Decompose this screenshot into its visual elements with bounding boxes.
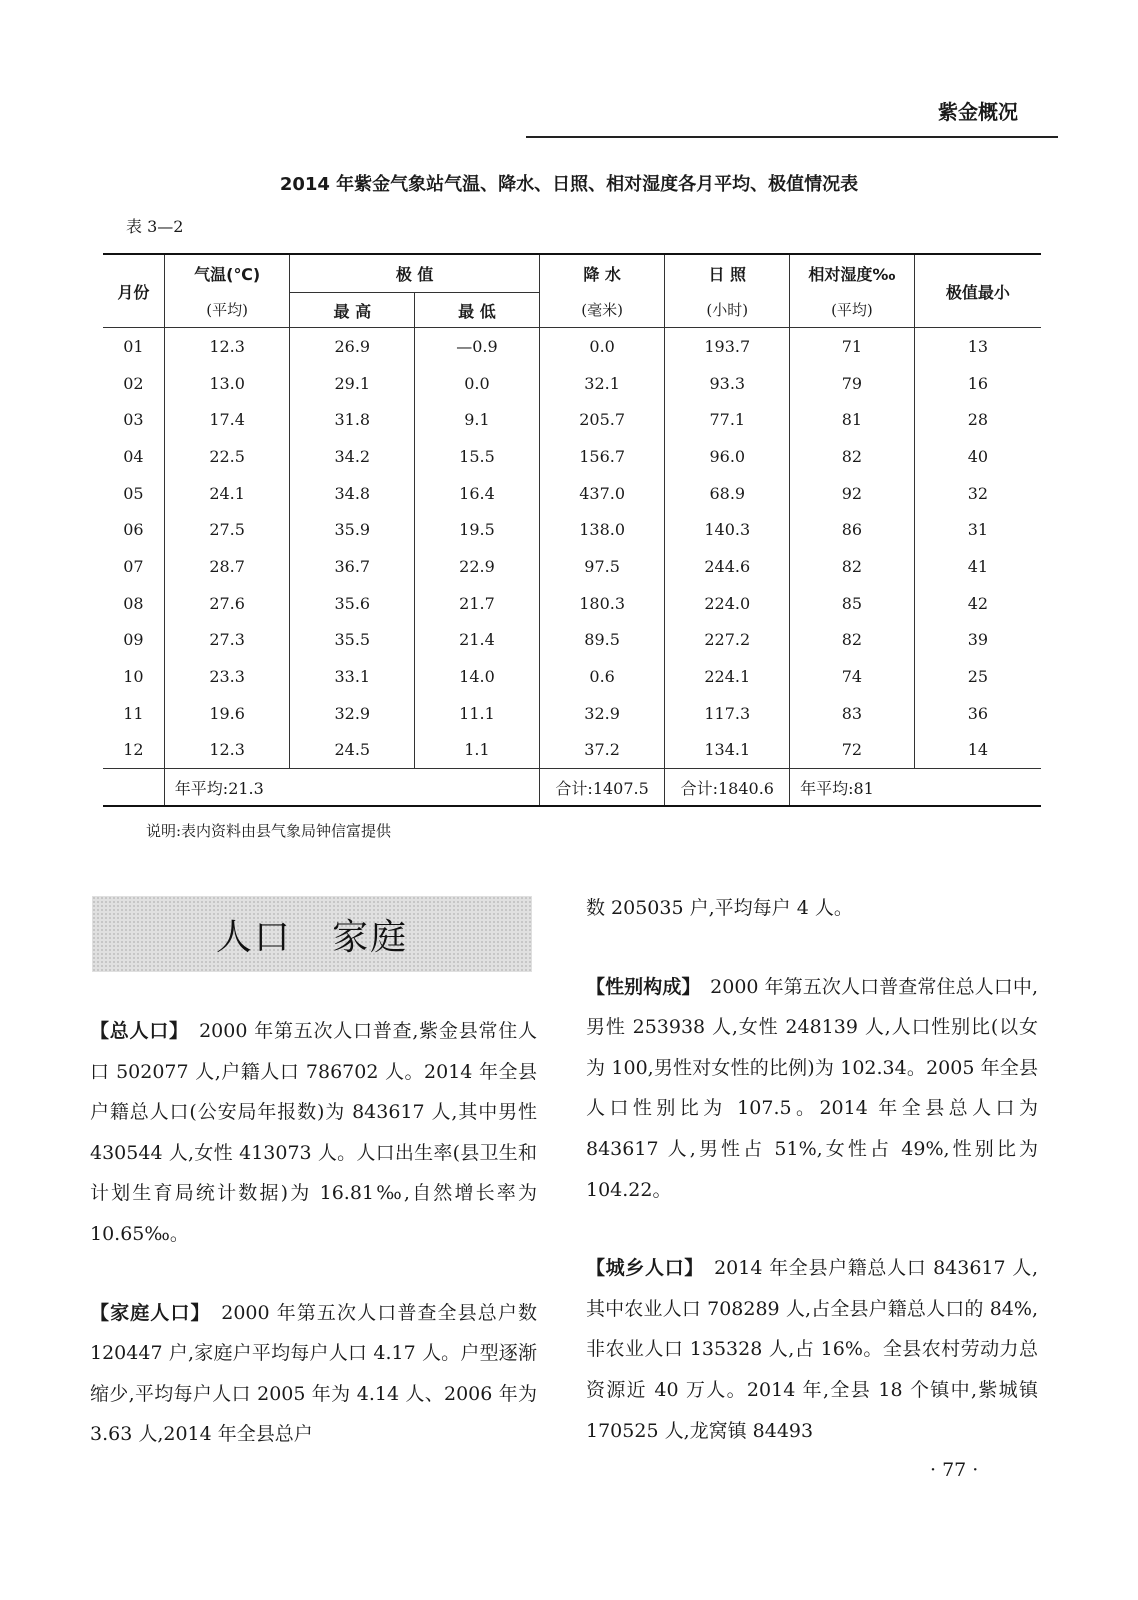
paragraph-family-continued: 数 205035 户,平均每户 4 人。 (586, 897, 853, 919)
cell-temp-high: 24.5 (290, 732, 415, 769)
text-total-population: 2000 年第五次人口普查,紫金县常住人口 502077 人,户籍人口 786702 人。2014 年全县户籍总人口(公安局年报数)为 843617 人,其中男性 430544 人,女性 413073 人。人口出生率(县卫生和计划生育局统计数据)为 16.81‰,自然增长率为 10.65‰。 (90, 1020, 537, 1245)
text-urban-rural: 2014 年全县户籍总人口 843617 人,其中农业人口 708289 人,占全县户籍总人口的 84%,非农业人口 135328 人,占 16%。全县农村劳动力总资源近 40 万人。2014 年,全县 18 个镇中,紫城镇 170525 人,龙窝镇 84493 (586, 1257, 1038, 1442)
cell-precip: 32.1 (539, 365, 665, 402)
cell-sunshine: 193.7 (665, 328, 790, 365)
table-row (103, 622, 1041, 659)
cell-sunshine: 244.6 (665, 548, 790, 585)
header-humidity: 相对湿度‰ (790, 254, 915, 293)
cell-temp-low: —0.9 (415, 328, 540, 365)
label-family-population: 【家庭人口】 (90, 1301, 202, 1324)
text-family-population: 2000 年第五次人口普查全县总户数 120447 户,家庭户平均每户人口 4.17 人。户型逐渐缩少,平均每户人口 2005 年为 4.14 人、2006 年为 3.63 人,2014 年全县总户 (90, 1301, 537, 1446)
cell-month: 02 (123, 373, 144, 393)
table-number: 表 3—2 (126, 217, 184, 236)
cell-precip: 37.2 (539, 732, 665, 769)
header-sun: 日 照 (665, 254, 790, 293)
cell-month: 04 (123, 446, 144, 466)
cell-humidity-avg: 82 (790, 548, 915, 585)
cell-month: 03 (123, 410, 144, 430)
cell-sunshine: 117.3 (665, 695, 790, 732)
cell-temp-high: 35.6 (290, 585, 415, 622)
cell-humidity-avg: 85 (790, 585, 915, 622)
cell-temp-low: 14.0 (415, 658, 540, 695)
page-number: · 77 · (930, 1459, 979, 1481)
header-rule (526, 136, 1058, 138)
cell-humidity-avg: 92 (790, 475, 915, 512)
cell-temp-low: 0.0 (415, 365, 540, 402)
cell-humidity-avg: 86 (790, 511, 915, 548)
cell-temp-low: 1.1 (415, 732, 540, 769)
label-urban-rural: 【城乡人口】 (586, 1257, 695, 1280)
cell-humidity-min: 16 (914, 365, 1041, 402)
paragraph-family-population (90, 1293, 537, 1455)
cell-precip: 180.3 (539, 585, 665, 622)
cell-temp-avg: 12.3 (164, 732, 290, 769)
cell-temp-avg: 27.5 (164, 511, 290, 548)
header-sun-sub: (小时) (665, 293, 790, 328)
cell-month: 06 (123, 520, 144, 540)
cell-temp-avg: 23.3 (164, 658, 290, 695)
table-row (103, 658, 1041, 695)
paragraph-urban-rural (586, 1248, 1038, 1451)
table-row (103, 475, 1041, 512)
cell-temp-low: 15.5 (415, 438, 540, 475)
cell-temp-avg: 24.1 (164, 475, 290, 512)
table-row (103, 328, 1041, 365)
cell-month: 05 (123, 483, 144, 503)
cell-humidity-min: 36 (914, 695, 1041, 732)
header-precip-sub: (毫米) (539, 293, 665, 328)
cell-precip: 138.0 (539, 511, 665, 548)
cell-temp-high: 35.5 (290, 622, 415, 659)
cell-month: 07 (123, 556, 144, 576)
weather-table (103, 253, 1041, 807)
cell-humidity-min: 32 (914, 475, 1041, 512)
cell-temp-high: 34.8 (290, 475, 415, 512)
header-extreme-high: 最 高 (290, 293, 415, 328)
cell-temp-high: 32.9 (290, 695, 415, 732)
cell-temp-low: 19.5 (415, 511, 540, 548)
table-row (103, 401, 1041, 438)
cell-precip: 97.5 (539, 548, 665, 585)
cell-sunshine: 227.2 (665, 622, 790, 659)
header-month: 月份 (103, 254, 164, 328)
cell-temp-high: 36.7 (290, 548, 415, 585)
cell-precip: 437.0 (539, 475, 665, 512)
header-humidity-sub: (平均) (790, 293, 915, 328)
cell-humidity-avg: 83 (790, 695, 915, 732)
cell-temp-low: 21.4 (415, 622, 540, 659)
cell-sunshine: 68.9 (665, 475, 790, 512)
cell-temp-avg: 19.6 (164, 695, 290, 732)
cell-humidity-min: 41 (914, 548, 1041, 585)
cell-humidity-min: 28 (914, 401, 1041, 438)
cell-temp-high: 34.2 (290, 438, 415, 475)
paragraph-total-population (90, 1011, 537, 1255)
cell-humidity-min: 42 (914, 585, 1041, 622)
table-row (103, 511, 1041, 548)
cell-temp-avg: 28.7 (164, 548, 290, 585)
cell-temp-avg: 12.3 (164, 328, 290, 365)
header-humidity-min: 极值最小 (914, 254, 1041, 328)
right-column (586, 888, 1038, 1451)
text-gender: 2000 年第五次人口普查常住总人口中,男性 253938 人,女性 248139 人,人口性别比(以女为 100,男性对女性的比例)为 102.34。2005 年全县人口性别比为 107.5。2014 年全县总人口为 843617 人,男性占 51%,女性占 49%,性别比为 104.22。 (586, 975, 1038, 1201)
table-row (103, 732, 1041, 769)
cell-sunshine: 96.0 (665, 438, 790, 475)
label-total-population: 【总人口】 (90, 1020, 180, 1042)
cell-sunshine: 224.0 (665, 585, 790, 622)
table-row (103, 438, 1041, 475)
cell-month: 01 (123, 336, 144, 356)
cell-humidity-avg: 72 (790, 732, 915, 769)
table-title: 2014 年紫金气象站气温、降水、日照、相对湿度各月平均、极值情况表 (279, 174, 859, 195)
cell-temp-high: 31.8 (290, 401, 415, 438)
cell-temp-low: 21.7 (415, 585, 540, 622)
label-gender: 【性别构成】 (586, 975, 692, 998)
table-row (103, 365, 1041, 402)
header-extreme: 极 值 (290, 254, 539, 293)
paragraph-gender (586, 967, 1038, 1211)
cell-temp-avg: 22.5 (164, 438, 290, 475)
cell-humidity-avg: 82 (790, 622, 915, 659)
cell-sunshine: 77.1 (665, 401, 790, 438)
cell-temp-high: 26.9 (290, 328, 415, 365)
cell-temp-high: 35.9 (290, 511, 415, 548)
cell-humidity-min: 40 (914, 438, 1041, 475)
cell-sunshine: 140.3 (665, 511, 790, 548)
cell-temp-low: 16.4 (415, 475, 540, 512)
cell-temp-high: 29.1 (290, 365, 415, 402)
cell-humidity-min: 13 (914, 328, 1041, 365)
cell-temp-avg: 13.0 (164, 365, 290, 402)
section-banner (92, 896, 532, 972)
footer-temp-avg: 年平均:21.3 (164, 769, 539, 807)
cell-temp-avg: 27.3 (164, 622, 290, 659)
cell-humidity-avg: 79 (790, 365, 915, 402)
cell-temp-low: 9.1 (415, 401, 540, 438)
cell-month: 08 (123, 593, 144, 613)
cell-humidity-min: 14 (914, 732, 1041, 769)
header-temp-sub: (平均) (164, 293, 290, 328)
cell-precip: 89.5 (539, 622, 665, 659)
table-row (103, 695, 1041, 732)
section-title: 人口 家庭 (215, 916, 409, 958)
cell-temp-avg: 27.6 (164, 585, 290, 622)
left-column (90, 1011, 537, 1455)
cell-month: 10 (123, 667, 144, 687)
cell-month: 12 (123, 740, 144, 760)
header-extreme-low: 最 低 (415, 293, 540, 328)
table-row (103, 585, 1041, 622)
cell-sunshine: 224.1 (665, 658, 790, 695)
cell-temp-low: 11.1 (415, 695, 540, 732)
footer-humidity-avg: 年平均:81 (790, 769, 1041, 807)
table-body (103, 328, 1041, 769)
cell-month: 09 (123, 630, 144, 650)
cell-precip: 32.9 (539, 695, 665, 732)
footer-precip-total: 合计:1407.5 (539, 769, 665, 807)
header-temp: 气温(℃) (164, 254, 290, 293)
cell-month: 11 (123, 703, 144, 723)
cell-sunshine: 93.3 (665, 365, 790, 402)
cell-humidity-avg: 81 (790, 401, 915, 438)
cell-humidity-min: 39 (914, 622, 1041, 659)
cell-precip: 0.0 (539, 328, 665, 365)
cell-precip: 156.7 (539, 438, 665, 475)
cell-precip: 0.6 (539, 658, 665, 695)
footer-empty (103, 769, 164, 807)
footer-sun-total: 合计:1840.6 (665, 769, 790, 807)
cell-temp-avg: 17.4 (164, 401, 290, 438)
cell-humidity-avg: 71 (790, 328, 915, 365)
cell-humidity-min: 31 (914, 511, 1041, 548)
header-precip: 降 水 (539, 254, 665, 293)
cell-humidity-min: 25 (914, 658, 1041, 695)
cell-humidity-avg: 74 (790, 658, 915, 695)
cell-sunshine: 134.1 (665, 732, 790, 769)
cell-precip: 205.7 (539, 401, 665, 438)
running-head: 紫金概况 (938, 100, 1018, 124)
table-row (103, 548, 1041, 585)
cell-temp-low: 22.9 (415, 548, 540, 585)
table-note: 说明:表内资料由县气象局钟信富提供 (146, 822, 392, 840)
cell-temp-high: 33.1 (290, 658, 415, 695)
cell-humidity-avg: 82 (790, 438, 915, 475)
